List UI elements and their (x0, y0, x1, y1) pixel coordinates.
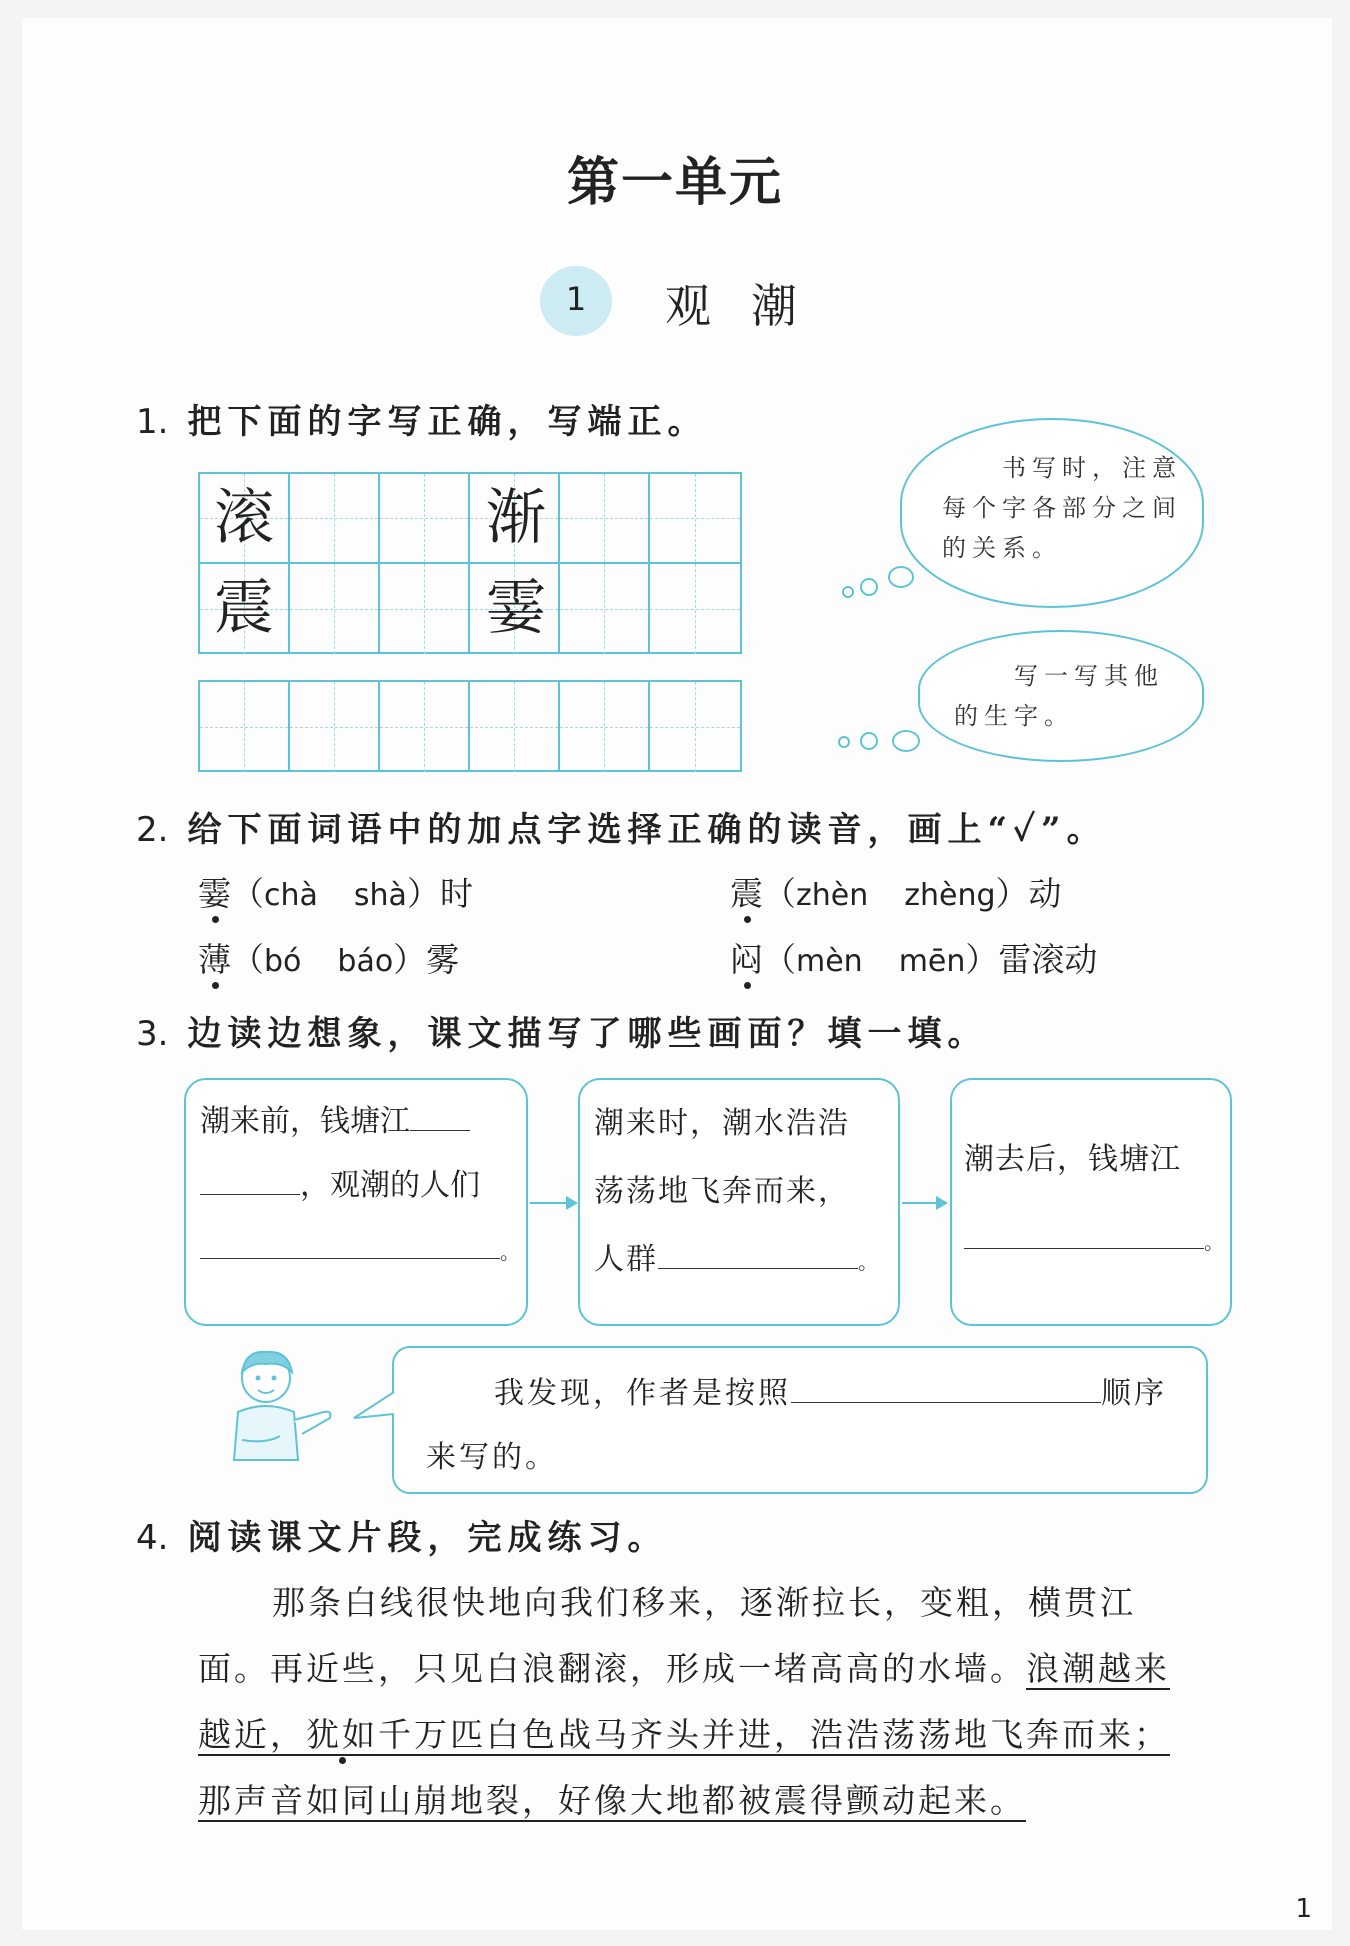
answer-blank[interactable] (410, 1100, 470, 1131)
question-number: 1. (136, 402, 169, 442)
question-number: 2. (136, 810, 169, 850)
lesson-number-badge: 1 (540, 266, 612, 336)
dotted-char: 薄 (198, 940, 231, 979)
writing-cell[interactable] (290, 682, 380, 772)
writing-cell[interactable] (560, 474, 650, 564)
writing-cell[interactable] (380, 564, 470, 654)
writing-cell[interactable] (290, 564, 380, 654)
question-text: 边读边想象，课文描写了哪些画面？填一填。 (187, 1014, 988, 1054)
bubble-dot (838, 736, 850, 748)
lesson-title: 观潮 (665, 279, 837, 333)
page-number: 1 (1295, 1894, 1312, 1924)
pinyin-option[interactable]: mēn (898, 944, 966, 979)
pinyin-option[interactable]: zhèng (904, 878, 996, 913)
discovery-speech-bubble: 我发现，作者是按照 顺序 来写的。 (392, 1346, 1208, 1494)
question-text: 阅读课文片段，完成练习。 (187, 1518, 668, 1558)
writing-cell[interactable] (380, 682, 470, 772)
scene-box-after: 潮去后，钱塘江 。 (950, 1078, 1232, 1326)
hint-bubble-1 (900, 418, 1204, 608)
dotted-char: 霎 (198, 874, 231, 913)
pinyin-option[interactable]: mèn (796, 944, 863, 979)
question-2 (136, 802, 1107, 851)
scene-box-before: 潮来前，钱塘江 ，观潮的人们 。 (184, 1078, 528, 1326)
question-4 (136, 1510, 668, 1559)
question-number: 3. (136, 1014, 169, 1054)
model-char: 震 (214, 573, 274, 643)
writing-cell[interactable] (650, 682, 740, 772)
passage-line: 面。再近些，只见白浪翻滚，形成一堵高高的水墙。浪潮越来 (198, 1649, 1170, 1688)
answer-blank[interactable] (964, 1218, 1204, 1249)
model-char: 霎 (486, 573, 546, 643)
question-text: 把下面的字写正确，写端正。 (187, 402, 708, 442)
passage-line: 那声音如同山崩地裂，好像大地都被震得颤动起来。 (198, 1781, 1026, 1820)
answer-blank[interactable] (791, 1372, 1101, 1403)
model-char: 滚 (214, 483, 274, 553)
question-1 (136, 394, 708, 443)
pinyin-option[interactable]: chà (264, 878, 318, 913)
underlined-text: 浪潮越来 (1026, 1649, 1170, 1688)
answer-blank[interactable] (200, 1228, 500, 1259)
pinyin-option[interactable]: bó (264, 944, 302, 979)
hint-text: 写一写其他的生字。 (954, 662, 1164, 730)
writing-cell[interactable] (470, 682, 560, 772)
hint-text: 书写时，注意每个字各部分之间的关系。 (942, 454, 1182, 562)
answer-blank[interactable] (200, 1164, 300, 1195)
passage-line: 那条白线很快地向我们移来，逐渐拉长，变粗，横贯江 (272, 1583, 1136, 1622)
pinyin-option[interactable]: báo (337, 944, 394, 979)
bubble-dot (860, 578, 878, 596)
question-number: 4. (136, 1518, 169, 1558)
boy-illustration (206, 1340, 346, 1480)
writing-cell[interactable] (560, 682, 650, 772)
arrow-icon (902, 1202, 946, 1204)
scene-box-during: 潮来时，潮水浩浩 荡荡地飞奔而来， 人群 。 (578, 1078, 900, 1326)
pinyin-item: 薄（bó báo）雾 (198, 940, 460, 979)
pinyin-item: 霎（chà shà）时 (198, 874, 473, 913)
writing-cell[interactable] (560, 564, 650, 654)
writing-cell[interactable] (650, 564, 740, 654)
bubble-dot (842, 586, 854, 598)
question-3 (136, 1006, 988, 1055)
dotted-char: 震 (730, 874, 763, 913)
bubble-dot (892, 730, 920, 752)
question-text: 给下面词语中的加点字选择正确的读音，画上“✓”。 (187, 810, 1107, 850)
arrow-icon (530, 1202, 576, 1204)
writing-cell[interactable] (650, 474, 740, 564)
speech-tail (352, 1388, 396, 1428)
writing-cell[interactable] (290, 474, 380, 564)
writing-grid-2[interactable] (198, 680, 742, 772)
answer-blank[interactable] (658, 1238, 858, 1269)
unit-title: 第一单元 (566, 152, 783, 213)
pinyin-item: 震（zhèn zhèng）动 (730, 874, 1062, 913)
hint-bubble-2 (918, 630, 1204, 762)
pinyin-option[interactable]: shà (353, 878, 407, 913)
bubble-dot (860, 732, 878, 750)
writing-cell[interactable] (380, 474, 470, 564)
pinyin-option[interactable]: zhèn (796, 878, 869, 913)
dotted-char: 闷 (730, 940, 763, 979)
model-char: 渐 (486, 483, 546, 553)
writing-cell[interactable] (200, 682, 290, 772)
pinyin-item: 闷（mèn mēn）雷滚动 (730, 940, 1098, 979)
passage-line: 越近，犹如千万匹白色战马齐头并进，浩浩荡荡地飞奔而来； (198, 1715, 1170, 1754)
bubble-dot (888, 566, 914, 588)
dotted-word: 犹如 (306, 1715, 378, 1754)
